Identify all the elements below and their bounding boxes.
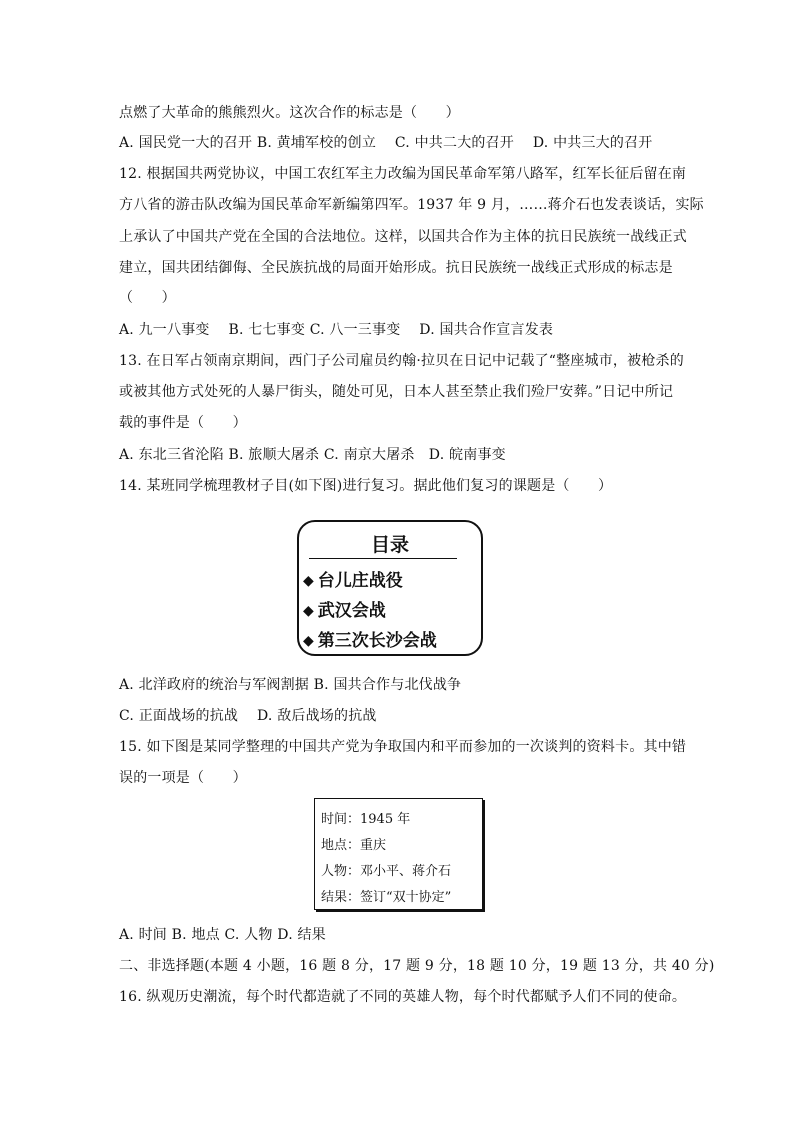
card-row-place: 地点：重庆 xyxy=(321,838,387,853)
question-11-stem-end: 点燃了大革命的熊熊烈火。这次合作的标志是（ ） xyxy=(119,105,460,121)
toc-item-label: 第三次长沙会战 xyxy=(317,631,437,651)
diamond-bullet-icon: ◆ xyxy=(303,633,314,649)
question-14-stem: 14. 某班同学梳理教材子目(如下图)进行复习。据此他们复习的课题是（ ） xyxy=(119,478,613,494)
question-12-stem-line-4: 建立，国共团结御侮、全民族抗战的局面开始形成。抗日民族统一战线正式形成的标志是 xyxy=(119,260,673,276)
question-12-stem-line-3: 上承认了中国共产党在全国的合法地位。这样，以国共合作为主体的抗日民族统一战线正式 xyxy=(119,229,687,245)
question-16-stem: 16. 纵观历史潮流，每个时代都造就了不同的英雄人物，每个时代都赋予人们不同的使命。 xyxy=(119,989,687,1005)
question-14-options-line-1: A. 北洋政府的统治与军阀割据 B. 国共合作与北伐战争 xyxy=(119,677,462,693)
question-12-stem-line-2: 方八省的游击队改编为国民革命军新编第四军。1937 年 9 月，……蒋介石也发表谈话，实际 xyxy=(119,197,704,213)
info-card-figure xyxy=(314,798,483,910)
question-12-stem-line-1: 12. 根据国共两党协议，中国工农红军主力改编为国民革命军第八路军，红军长征后留在南 xyxy=(119,166,687,182)
diamond-bullet-icon: ◆ xyxy=(303,603,314,619)
toc-item-label: 武汉会战 xyxy=(317,601,386,621)
toc-title: 目录 xyxy=(370,534,409,556)
toc-item xyxy=(303,596,386,621)
question-14-options-line-2: C. 正面战场的抗战 D. 敌后战场的抗战 xyxy=(119,708,377,724)
question-13-stem-line-2: 或被其他方式处死的人暴尸街头，随处可见，日本人甚至禁止我们殓尸安葬。”日记中所记 xyxy=(119,384,674,400)
diamond-bullet-icon: ◆ xyxy=(303,573,314,589)
card-row-time: 时间：1945 年 xyxy=(321,812,411,827)
question-13-stem-line-1: 13. 在日军占领南京期间，西门子公司雇员约翰·拉贝在日记中记载了“整座城市，被枪杀的 xyxy=(119,353,684,369)
question-15-stem-line-1: 15. 如下图是某同学整理的中国共产党为争取国内和平而参加的一次谈判的资料卡。其中错 xyxy=(119,739,687,755)
question-15-stem-line-2: 误的一项是（ ） xyxy=(119,770,247,786)
table-of-contents-figure xyxy=(297,520,483,656)
question-15-options: A. 时间 B. 地点 C. 人物 D. 结果 xyxy=(119,927,326,943)
section-two-heading: 二、非选择题(本题 4 小题，16 题 8 分，17 题 9 分，18 题 10 分，19 题 13 分，共 40 分) xyxy=(119,958,715,974)
card-row-result: 结果：签订“双十协定” xyxy=(321,890,452,905)
question-13-options: A. 东北三省沦陷 B. 旅顺大屠杀 C. 南京大屠杀 D. 皖南事变 xyxy=(119,447,506,463)
question-12-answer-blank: （ ） xyxy=(119,290,176,306)
card-row-people: 人物：邓小平、蒋介石 xyxy=(321,864,452,879)
toc-item xyxy=(303,626,437,651)
toc-item-label: 台儿庄战役 xyxy=(317,571,403,591)
toc-divider xyxy=(309,558,457,559)
question-12-options: A. 九一八事变 B. 七七事变 C. 八一三事变 D. 国共合作宣言发表 xyxy=(119,322,554,338)
toc-item xyxy=(303,566,403,591)
question-11-options: A. 国民党一大的召开 B. 黄埔军校的创立 C. 中共二大的召开 D. 中共三大的召开 xyxy=(119,135,653,151)
question-13-stem-line-3: 载的事件是（ ） xyxy=(119,415,247,431)
